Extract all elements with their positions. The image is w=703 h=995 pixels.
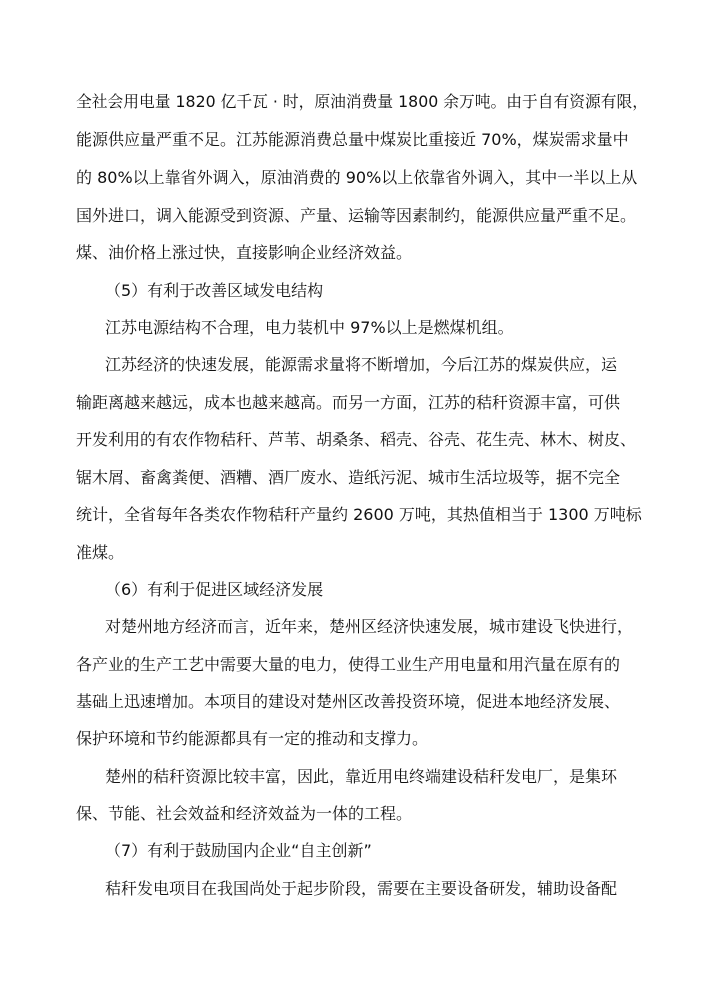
text-line: 基础上迅速增加。本项目的建设对楚州区改善投资环境，促进本地经济发展、	[76, 692, 621, 711]
text-line: 能源供应量严重不足。江苏能源消费总量中煤炭比重接近 70%，煤炭需求量中	[76, 130, 629, 149]
text-line: 江苏电源结构不合理，电力装机中 97%以上是燃煤机组。	[105, 318, 514, 337]
text-line: 对楚州地方经济而言，近年来，楚州区经济快速发展，城市建设飞快进行，	[105, 617, 634, 636]
text-line: 煤、油价格上涨过快，直接影响企业经济效益。	[76, 243, 413, 262]
text-line: 锯木屑、畜禽粪便、酒糟、酒厂废水、造纸污泥、城市生活垃圾等，据不完全	[76, 468, 621, 487]
section-heading: （7）有利于鼓励国内企业“自主创新”	[105, 841, 372, 860]
text-line: 保、节能、社会效益和经济效益为一体的工程。	[76, 804, 413, 823]
text-line: 全社会用电量 1820 亿千瓦 · 时，原油消费量 1800 余万吨。由于自有资源有限，	[76, 92, 649, 111]
text-line: 楚州的秸秆资源比较丰富，因此，靠近用电终端建设秸秆发电厂，是集环	[105, 767, 618, 786]
text-line: 保护环境和节约能源都具有一定的推动和支撑力。	[76, 729, 429, 748]
text-line: 各产业的生产工艺中需要大量的电力，使得工业生产用电量和用汽量在原有的	[76, 655, 621, 674]
text-line: 国外进口，调入能源受到资源、产量、运输等因素制约，能源供应量严重不足。	[76, 206, 637, 225]
text-line: 输距离越来越远，成本也越来越高。而另一方面，江苏的秸秆资源丰富，可供	[76, 393, 621, 412]
section-heading: （5）有利于改善区域发电结构	[105, 281, 324, 300]
section-heading: （6）有利于促进区域经济发展	[105, 580, 324, 599]
text-line: 统计，全省每年各类农作物秸秆产量约 2600 万吨，其热值相当于 1300 万吨标	[76, 505, 642, 524]
text-line: 开发利用的有农作物秸秆、芦苇、胡桑条、稻壳、谷壳、花生壳、林木、树皮、	[76, 430, 637, 449]
text-line: 秸秆发电项目在我国尚处于起步阶段，需要在主要设备研发，辅助设备配	[105, 879, 618, 898]
text-line: 江苏经济的快速发展，能源需求量将不断增加，今后江苏的煤炭供应，运	[105, 355, 618, 374]
text-line: 的 80%以上靠省外调入，原油消费的 90%以上依靠省外调入，其中一半以上从	[76, 168, 638, 187]
text-line: 准煤。	[76, 543, 125, 562]
